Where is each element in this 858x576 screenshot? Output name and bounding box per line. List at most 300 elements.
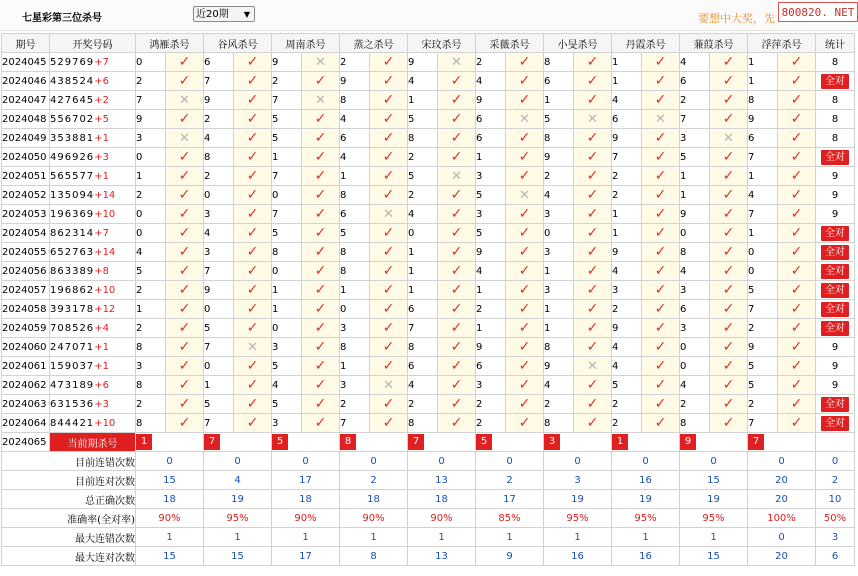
correct-icon — [506, 357, 544, 376]
check-mark-icon: ✓ — [654, 282, 667, 298]
kill-number: 1 — [544, 319, 574, 338]
check-mark-icon: ✓ — [586, 54, 599, 70]
draw-digits: 438524 — [50, 75, 95, 87]
check-mark-icon: ✓ — [178, 149, 191, 165]
check-mark-icon: ✓ — [654, 301, 667, 317]
stats-value: 18 — [408, 490, 476, 509]
check-mark-icon: ✓ — [178, 111, 191, 127]
wrong-icon — [370, 205, 408, 224]
wrong-icon — [506, 110, 544, 129]
check-mark-icon: ✓ — [382, 54, 395, 70]
check-mark-icon: ✓ — [314, 149, 327, 165]
cross-mark-icon: ✕ — [315, 54, 326, 70]
row-stat — [816, 72, 855, 91]
correct-icon — [778, 72, 816, 91]
check-mark-icon: ✓ — [246, 54, 259, 70]
correct-icon — [710, 357, 748, 376]
correct-icon — [234, 281, 272, 300]
current-kill-number: 7 — [204, 434, 220, 450]
check-mark-icon: ✓ — [518, 92, 531, 108]
stats-label: 总正确次数 — [2, 490, 136, 509]
check-mark-icon: ✓ — [246, 377, 259, 393]
correct-icon — [302, 357, 340, 376]
correct-icon — [302, 414, 340, 433]
kill-number: 6 — [476, 110, 506, 129]
kill-number: 1 — [408, 243, 438, 262]
all-correct-badge: 全对 — [821, 321, 849, 336]
kill-number: 1 — [748, 224, 778, 243]
correct-icon — [438, 357, 476, 376]
check-mark-icon: ✓ — [518, 206, 531, 222]
all-correct-badge: 全对 — [821, 302, 849, 317]
check-mark-icon: ✓ — [450, 358, 463, 374]
correct-icon — [166, 186, 204, 205]
draw-numbers — [50, 414, 136, 433]
correct-icon — [642, 338, 680, 357]
kill-number: 0 — [272, 262, 302, 281]
stats-value: 16 — [544, 547, 612, 566]
kill-number: 3 — [680, 319, 710, 338]
kill-number: 5 — [476, 186, 506, 205]
draw-numbers — [50, 72, 136, 91]
period-select[interactable] — [193, 6, 255, 22]
check-mark-icon: ✓ — [654, 187, 667, 203]
correct-icon — [438, 186, 476, 205]
check-mark-icon: ✓ — [586, 263, 599, 279]
kill-number: 7 — [272, 205, 302, 224]
draw-digits: 196862 — [50, 284, 95, 296]
kill-number: 1 — [408, 281, 438, 300]
kill-number: 2 — [204, 110, 234, 129]
check-mark-icon: ✓ — [246, 92, 259, 108]
correct-icon — [234, 376, 272, 395]
draw-bonus: +10 — [94, 284, 116, 296]
draw-bonus: +6 — [94, 379, 109, 391]
column-header: 丹霞杀号 — [612, 34, 680, 53]
check-mark-icon: ✓ — [518, 54, 531, 70]
stats-value: 0 — [408, 452, 476, 471]
check-mark-icon: ✓ — [722, 225, 735, 241]
correct-icon — [642, 205, 680, 224]
stats-value: 17 — [476, 490, 544, 509]
correct-icon — [710, 300, 748, 319]
kill-number: 8 — [408, 414, 438, 433]
check-mark-icon: ✓ — [450, 149, 463, 165]
issue-number: 2024053 — [2, 205, 50, 224]
kill-number: 3 — [612, 281, 642, 300]
promo-slogan[interactable]: 要想中大奖，先 — [698, 12, 775, 25]
kill-number: 2 — [612, 395, 642, 414]
stats-label: 目前连对次数 — [2, 471, 136, 490]
correct-count: 9 — [831, 189, 839, 201]
correct-icon — [642, 395, 680, 414]
correct-icon — [370, 186, 408, 205]
check-mark-icon: ✓ — [790, 168, 803, 184]
draw-digits: 135094 — [50, 189, 95, 201]
current-kill-cell — [680, 433, 748, 452]
kill-number: 4 — [612, 357, 642, 376]
correct-icon — [574, 395, 612, 414]
check-mark-icon: ✓ — [178, 225, 191, 241]
draw-numbers — [50, 186, 136, 205]
correct-icon — [778, 376, 816, 395]
kill-number: 0 — [748, 262, 778, 281]
draw-bonus: +7 — [94, 56, 109, 68]
kill-number: 1 — [748, 53, 778, 72]
correct-icon — [370, 148, 408, 167]
correct-icon — [234, 319, 272, 338]
correct-icon — [234, 205, 272, 224]
check-mark-icon: ✓ — [450, 282, 463, 298]
correct-icon — [438, 243, 476, 262]
table-row — [2, 110, 855, 129]
stats-value: 95% — [680, 509, 748, 528]
cross-mark-icon: ✕ — [587, 111, 598, 127]
stats-value: 19 — [204, 490, 272, 509]
check-mark-icon: ✓ — [722, 54, 735, 70]
correct-count: 8 — [831, 132, 839, 144]
check-mark-icon: ✓ — [178, 54, 191, 70]
correct-count: 8 — [831, 94, 839, 106]
current-kill-number: 7 — [408, 434, 424, 450]
correct-icon — [778, 243, 816, 262]
correct-icon — [506, 205, 544, 224]
check-mark-icon: ✓ — [586, 320, 599, 336]
kill-number: 9 — [680, 205, 710, 224]
draw-digits: 565577 — [50, 170, 95, 182]
stats-value: 1 — [272, 528, 340, 547]
kill-number: 0 — [544, 224, 574, 243]
correct-icon — [778, 281, 816, 300]
check-mark-icon: ✓ — [518, 168, 531, 184]
check-mark-icon: ✓ — [654, 206, 667, 222]
check-mark-icon: ✓ — [246, 244, 259, 260]
check-mark-icon: ✓ — [790, 54, 803, 70]
cross-mark-icon: ✕ — [587, 358, 598, 374]
table-row — [2, 319, 855, 338]
stats-value: 2 — [340, 471, 408, 490]
stats-row — [2, 509, 855, 528]
correct-icon — [166, 72, 204, 91]
kill-number: 1 — [612, 205, 642, 224]
kill-number: 3 — [272, 338, 302, 357]
row-stat — [816, 186, 855, 205]
kill-number: 3 — [476, 205, 506, 224]
check-mark-icon: ✓ — [586, 168, 599, 184]
column-header: 采薇杀号 — [476, 34, 544, 53]
correct-icon — [234, 91, 272, 110]
correct-icon — [710, 319, 748, 338]
cross-mark-icon: ✕ — [519, 111, 530, 127]
site-badge[interactable]: 800820. NET — [778, 2, 858, 22]
correct-icon — [710, 338, 748, 357]
check-mark-icon: ✓ — [518, 73, 531, 89]
kill-number: 2 — [408, 395, 438, 414]
kill-number: 4 — [544, 186, 574, 205]
kill-number: 0 — [136, 205, 166, 224]
kill-number: 2 — [408, 186, 438, 205]
correct-icon — [778, 300, 816, 319]
kill-number: 4 — [204, 224, 234, 243]
check-mark-icon: ✓ — [518, 244, 531, 260]
stats-value: 18 — [272, 490, 340, 509]
table-row — [2, 414, 855, 433]
check-mark-icon: ✓ — [586, 149, 599, 165]
kill-number: 4 — [680, 53, 710, 72]
correct-icon — [166, 110, 204, 129]
kill-number: 9 — [544, 357, 574, 376]
kill-number: 7 — [748, 148, 778, 167]
correct-icon — [778, 319, 816, 338]
check-mark-icon: ✓ — [722, 92, 735, 108]
row-stat — [816, 167, 855, 186]
kill-number: 8 — [680, 243, 710, 262]
stats-value: 90% — [408, 509, 476, 528]
correct-icon — [234, 414, 272, 433]
wrong-icon — [302, 91, 340, 110]
draw-digits: 529769 — [50, 56, 95, 68]
correct-icon — [438, 338, 476, 357]
table-row — [2, 357, 855, 376]
kill-number: 4 — [680, 262, 710, 281]
kill-number: 8 — [748, 91, 778, 110]
draw-bonus: +1 — [94, 132, 109, 144]
kill-number: 6 — [204, 53, 234, 72]
table-row — [2, 243, 855, 262]
check-mark-icon: ✓ — [246, 225, 259, 241]
draw-bonus: +2 — [94, 94, 109, 106]
correct-icon — [506, 167, 544, 186]
check-mark-icon: ✓ — [586, 130, 599, 146]
stats-value: 0 — [680, 452, 748, 471]
current-kill-number: 1 — [612, 434, 628, 450]
check-mark-icon: ✓ — [382, 149, 395, 165]
kill-number: 4 — [408, 205, 438, 224]
cross-mark-icon: ✕ — [451, 54, 462, 70]
kill-number: 8 — [340, 338, 370, 357]
check-mark-icon: ✓ — [314, 73, 327, 89]
kill-number: 4 — [204, 129, 234, 148]
check-mark-icon: ✓ — [450, 187, 463, 203]
wrong-icon — [166, 129, 204, 148]
correct-icon — [778, 148, 816, 167]
check-mark-icon: ✓ — [382, 73, 395, 89]
kill-number: 3 — [544, 205, 574, 224]
draw-digits: 196369 — [50, 208, 95, 220]
correct-icon — [302, 300, 340, 319]
stats-value: 0 — [272, 452, 340, 471]
check-mark-icon: ✓ — [382, 168, 395, 184]
draw-digits: 844421 — [50, 417, 95, 429]
draw-numbers — [50, 110, 136, 129]
draw-digits: 473189 — [50, 379, 95, 391]
check-mark-icon: ✓ — [654, 244, 667, 260]
kill-number: 3 — [544, 243, 574, 262]
stats-label: 目前连错次数 — [2, 452, 136, 471]
correct-icon — [506, 300, 544, 319]
check-mark-icon: ✓ — [722, 111, 735, 127]
stats-value: 0 — [816, 452, 855, 471]
draw-numbers — [50, 395, 136, 414]
draw-digits: 556702 — [50, 113, 95, 125]
kill-number: 8 — [136, 338, 166, 357]
correct-icon — [506, 53, 544, 72]
stats-value: 50% — [816, 509, 855, 528]
kill-number: 5 — [272, 395, 302, 414]
check-mark-icon: ✓ — [450, 320, 463, 336]
cross-mark-icon: ✕ — [655, 111, 666, 127]
draw-bonus: +6 — [94, 75, 109, 87]
check-mark-icon: ✓ — [314, 415, 327, 431]
correct-icon — [506, 262, 544, 281]
stats-value: 20 — [748, 547, 816, 566]
current-issue-row — [2, 433, 855, 452]
current-kill-number: 5 — [272, 434, 288, 450]
check-mark-icon: ✓ — [790, 301, 803, 317]
check-mark-icon: ✓ — [382, 92, 395, 108]
current-kill-cell — [408, 433, 476, 452]
correct-icon — [166, 224, 204, 243]
wrong-icon — [574, 357, 612, 376]
stats-value: 9 — [476, 547, 544, 566]
draw-bonus: +10 — [94, 208, 116, 220]
check-mark-icon: ✓ — [450, 244, 463, 260]
check-mark-icon: ✓ — [450, 415, 463, 431]
stats-value: 19 — [680, 490, 748, 509]
correct-icon — [166, 300, 204, 319]
check-mark-icon: ✓ — [314, 111, 327, 127]
kill-number: 5 — [748, 357, 778, 376]
correct-icon — [302, 281, 340, 300]
draw-numbers — [50, 300, 136, 319]
correct-icon — [778, 129, 816, 148]
stats-value: 90% — [272, 509, 340, 528]
check-mark-icon: ✓ — [722, 358, 735, 374]
draw-digits: 496926 — [50, 151, 95, 163]
row-stat — [816, 300, 855, 319]
check-mark-icon: ✓ — [382, 111, 395, 127]
table-row — [2, 186, 855, 205]
check-mark-icon: ✓ — [450, 301, 463, 317]
correct-count: 9 — [831, 208, 839, 220]
kill-number: 7 — [612, 148, 642, 167]
correct-icon — [438, 414, 476, 433]
correct-icon — [302, 262, 340, 281]
table-row — [2, 395, 855, 414]
kill-number: 2 — [204, 167, 234, 186]
stats-label: 准确率(全对率) — [2, 509, 136, 528]
stats-label: 最大连对次数 — [2, 547, 136, 566]
check-mark-icon: ✓ — [518, 320, 531, 336]
kill-number: 2 — [476, 414, 506, 433]
issue-number: 2024064 — [2, 414, 50, 433]
check-mark-icon: ✓ — [722, 282, 735, 298]
stats-row — [2, 490, 855, 509]
check-mark-icon: ✓ — [654, 225, 667, 241]
correct-icon — [166, 243, 204, 262]
check-mark-icon: ✓ — [518, 301, 531, 317]
kill-number: 2 — [612, 414, 642, 433]
kill-number: 8 — [272, 243, 302, 262]
stats-value: 15 — [680, 547, 748, 566]
table-row — [2, 281, 855, 300]
stats-value: 1 — [136, 528, 204, 547]
check-mark-icon: ✓ — [246, 396, 259, 412]
issue-number: 2024063 — [2, 395, 50, 414]
check-mark-icon: ✓ — [722, 415, 735, 431]
kill-number: 2 — [340, 53, 370, 72]
check-mark-icon: ✓ — [382, 225, 395, 241]
stats-row — [2, 547, 855, 566]
check-mark-icon: ✓ — [450, 263, 463, 279]
draw-numbers — [50, 376, 136, 395]
all-correct-badge: 全对 — [821, 397, 849, 412]
kill-number: 1 — [272, 300, 302, 319]
check-mark-icon: ✓ — [518, 358, 531, 374]
wrong-icon — [574, 110, 612, 129]
issue-number: 2024049 — [2, 129, 50, 148]
correct-icon — [710, 91, 748, 110]
kill-number: 8 — [680, 414, 710, 433]
correct-icon — [710, 262, 748, 281]
correct-icon — [642, 224, 680, 243]
correct-icon — [370, 110, 408, 129]
chevron-down-icon: ▼ — [243, 10, 250, 19]
kill-number: 9 — [544, 148, 574, 167]
correct-icon — [778, 167, 816, 186]
check-mark-icon: ✓ — [178, 206, 191, 222]
check-mark-icon: ✓ — [450, 396, 463, 412]
correct-icon — [234, 262, 272, 281]
correct-icon — [506, 72, 544, 91]
correct-icon — [370, 357, 408, 376]
stats-value: 1 — [680, 528, 748, 547]
correct-icon — [370, 72, 408, 91]
kill-number: 9 — [476, 243, 506, 262]
correct-count: 9 — [831, 360, 839, 372]
issue-number: 2024045 — [2, 53, 50, 72]
kill-number: 5 — [748, 376, 778, 395]
check-mark-icon: ✓ — [382, 415, 395, 431]
correct-icon — [234, 300, 272, 319]
check-mark-icon: ✓ — [382, 263, 395, 279]
check-mark-icon: ✓ — [790, 149, 803, 165]
correct-icon — [642, 148, 680, 167]
kill-number: 0 — [204, 186, 234, 205]
correct-icon — [710, 205, 748, 224]
kill-number: 4 — [340, 110, 370, 129]
check-mark-icon: ✓ — [586, 301, 599, 317]
kill-number: 9 — [340, 72, 370, 91]
kill-number-table — [1, 33, 855, 566]
correct-icon — [642, 414, 680, 433]
correct-icon — [710, 167, 748, 186]
stats-value: 0 — [748, 452, 816, 471]
stats-row — [2, 452, 855, 471]
wrong-icon — [642, 110, 680, 129]
check-mark-icon: ✓ — [178, 320, 191, 336]
correct-icon — [302, 319, 340, 338]
kill-number: 2 — [476, 53, 506, 72]
kill-number: 6 — [680, 72, 710, 91]
correct-icon — [302, 129, 340, 148]
check-mark-icon: ✓ — [314, 377, 327, 393]
kill-number: 4 — [612, 91, 642, 110]
check-mark-icon: ✓ — [790, 377, 803, 393]
issue-number: 2024057 — [2, 281, 50, 300]
correct-icon — [302, 148, 340, 167]
draw-bonus: +1 — [94, 341, 109, 353]
